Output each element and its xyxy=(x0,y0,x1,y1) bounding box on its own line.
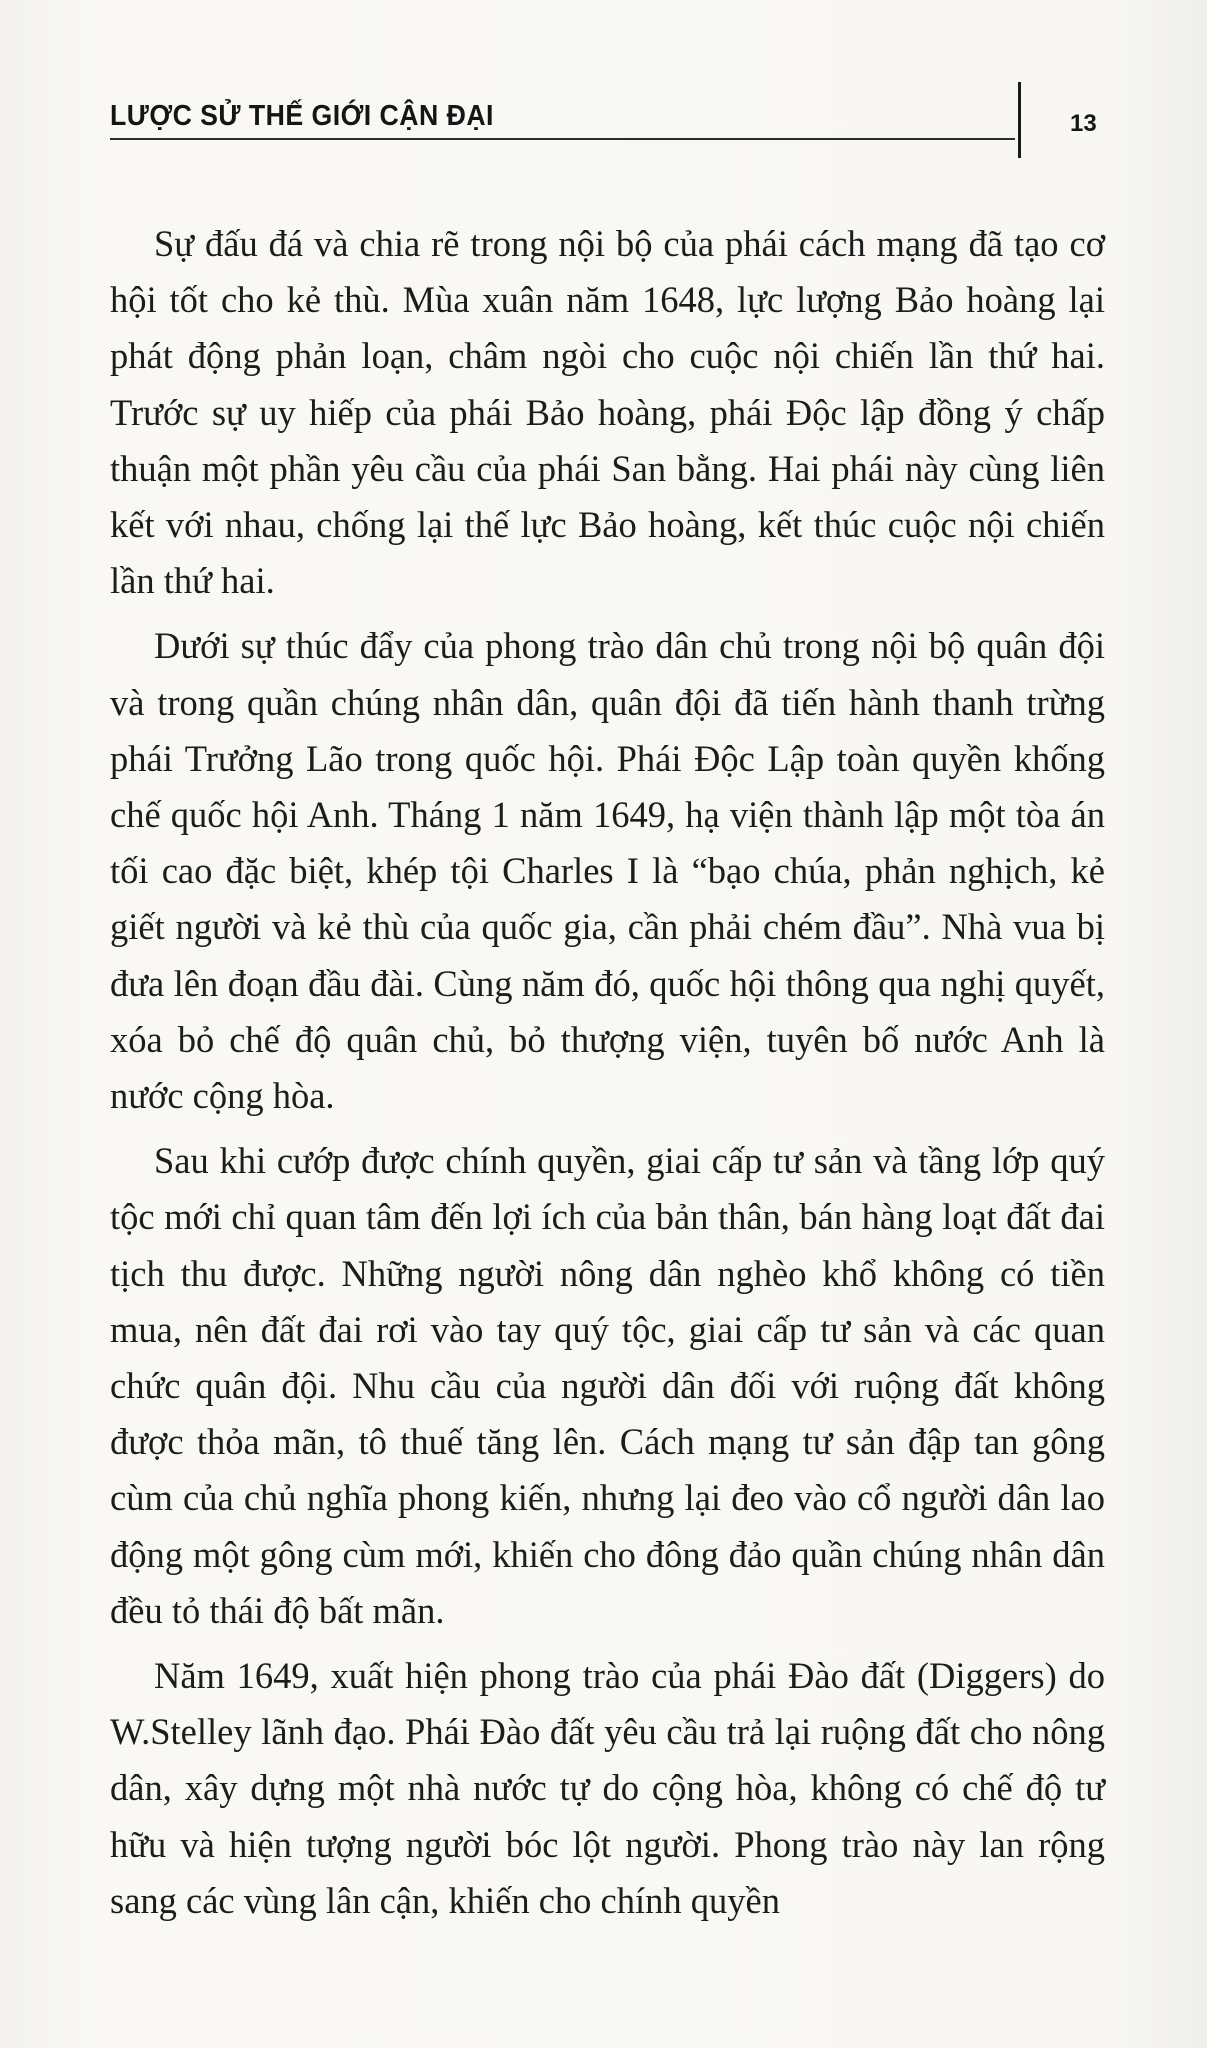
paragraph: Năm 1649, xuất hiện phong trào của phái Đào đất (Diggers) do W.Stelley lãnh đạo. Phái Đào đất yêu cầu trả lại ruộng đất cho nông dân, xây dựng một nhà nước tự do cộng hòa, không có chế độ tư hữu và hiện tượng người bóc lột người. Phong trào này lan rộng sang các vùng lân cận, khiến cho chính quyền xyxy=(110,1655,1105,1921)
paragraph: Sau khi cướp được chính quyền, giai cấp tư sản và tầng lớp quý tộc mới chỉ quan tâm đến lợi ích của bản thân, bán hàng loạt đất đai tịch thu được. Những người nông dân nghèo khổ không có tiền mua, nên đất đai rơi vào tay quý tộc, giai cấp tư sản và các quan chức quân đội. Nhu cầu của người dân đối với ruộng đất không được thỏa mãn, tô thuế tăng lên. Cách mạng tư sản đập tan gông cùm của chủ nghĩa phong kiến, nhưng lại đeo vào cổ người dân lao động một gông cùm mới, khiến cho đông đảo quần chúng nhân dân đều tỏ thái độ bất mãn. xyxy=(110,1140,1105,1631)
body-text xyxy=(110,216,1105,1938)
paragraph: Dưới sự thúc đẩy của phong trào dân chủ trong nội bộ quân đội và trong quần chúng nhân dân, quân đội đã tiến hành thanh trừng phái Trưởng Lão trong quốc hội. Phái Độc Lập toàn quyền khống chế quốc hội Anh. Tháng 1 năm 1649, hạ viện thành lập một tòa án tối cao đặc biệt, khép tội Charles I là “bạo chúa, phản nghịch, kẻ giết người và kẻ thù của quốc gia, cần phải chém đầu”. Nhà vua bị đưa lên đoạn đầu đài. Cùng năm đó, quốc hội thông qua nghị quyết, xóa bỏ chế độ quân chủ, bỏ thượng viện, tuyên bố nước Anh là nước cộng hòa. xyxy=(110,625,1105,1117)
header-divider xyxy=(1018,82,1021,158)
paragraph: Sự đấu đá và chia rẽ trong nội bộ của phái cách mạng đã tạo cơ hội tốt cho kẻ thù. Mùa xuân năm 1648, lực lượng Bảo hoàng lại phát động phản loạn, châm ngòi cho cuộc nội chiến lần thứ hai. Trước sự uy hiếp của phái Bảo hoàng, phái Độc lập đồng ý chấp thuận một phần yêu cầu của phái San bằng. Hai phái này cùng liên kết với nhau, chống lại thế lực Bảo hoàng, kết thúc cuộc nội chiến lần thứ hai. xyxy=(110,223,1105,602)
header-rule xyxy=(110,138,1015,140)
running-title: LƯỢC SỬ THẾ GIỚI CẬN ĐẠI xyxy=(110,100,494,132)
running-header xyxy=(110,96,1015,146)
page-number: 13 xyxy=(1070,110,1097,137)
